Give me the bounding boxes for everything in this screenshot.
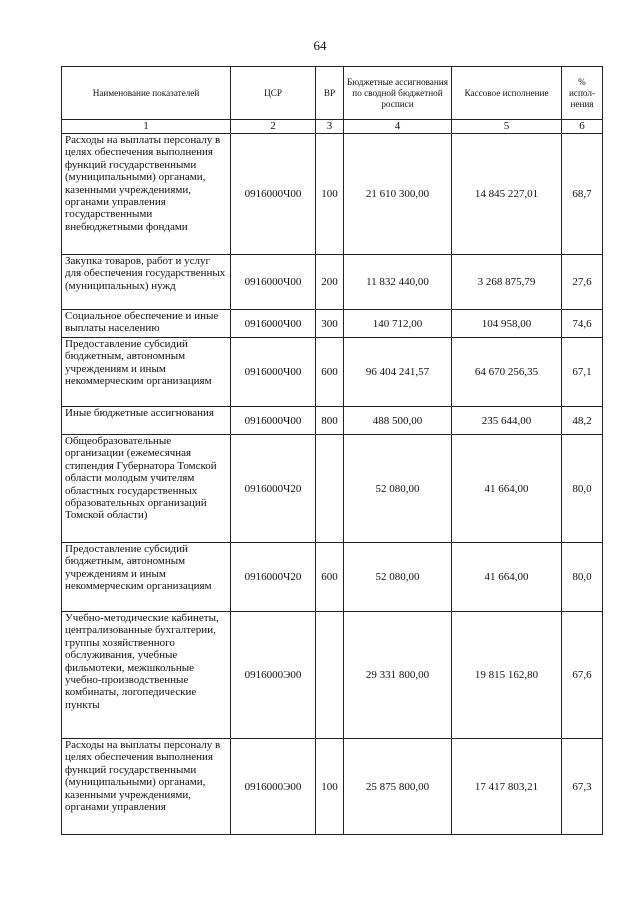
- row-csr: 0916000Ч00: [231, 310, 316, 338]
- row-name: Предоставление субсидий бюджетным, автономным учреждениям и иным некоммерческим организациям: [62, 338, 231, 407]
- row-csr: 0916000Ч20: [231, 435, 316, 543]
- row-vr: [316, 435, 344, 543]
- header-vr: ВР: [316, 67, 344, 120]
- row-percent: 68,7: [562, 134, 603, 255]
- row-budget: 96 404 241,57: [344, 338, 452, 407]
- header-budget: Бюджетные ассигнования по сводной бюджетной росписи: [344, 67, 452, 120]
- row-csr: 0916000Ч00: [231, 255, 316, 310]
- table-row: [62, 739, 603, 835]
- row-budget: 21 610 300,00: [344, 134, 452, 255]
- row-name: Расходы на выплаты персоналу в целях обеспечения выполнения функций государственными (муниципальными) органами, казенными учреждениями, органами управления: [62, 739, 231, 835]
- row-budget: 11 832 440,00: [344, 255, 452, 310]
- row-percent: 80,0: [562, 543, 603, 612]
- header-percent: % испол-нения: [562, 67, 603, 120]
- row-name: Расходы на выплаты персоналу в целях обеспечения выполнения функций государственными (муниципальными) органами, казенными учреждениями, органами управления государственными внебюджетными фондами: [62, 134, 231, 255]
- row-cash: 19 815 162,80: [452, 612, 562, 739]
- row-percent: 80,0: [562, 435, 603, 543]
- column-number-row: [62, 120, 603, 134]
- column-number: 2: [231, 120, 316, 134]
- table-row: [62, 612, 603, 739]
- row-name: Иные бюджетные ассигнования: [62, 407, 231, 435]
- row-cash: 41 664,00: [452, 435, 562, 543]
- row-csr: 0916000Ч00: [231, 338, 316, 407]
- row-budget: 29 331 800,00: [344, 612, 452, 739]
- row-name: Закупка товаров, работ и услуг для обеспечения государственных (муниципальных) нужд: [62, 255, 231, 310]
- header-row: [62, 67, 603, 120]
- row-csr: 0916000Ч00: [231, 134, 316, 255]
- row-name: Предоставление субсидий бюджетным, автономным учреждениям и иным некоммерческим организациям: [62, 543, 231, 612]
- row-cash: 41 664,00: [452, 543, 562, 612]
- row-percent: 67,3: [562, 739, 603, 835]
- table-row: [62, 310, 603, 338]
- row-cash: 17 417 803,21: [452, 739, 562, 835]
- table-row: [62, 255, 603, 310]
- row-vr: 300: [316, 310, 344, 338]
- table-row: [62, 338, 603, 407]
- budget-execution-table: [61, 66, 603, 835]
- row-budget: 52 080,00: [344, 543, 452, 612]
- row-percent: 27,6: [562, 255, 603, 310]
- row-cash: 14 845 227,01: [452, 134, 562, 255]
- row-cash: 64 670 256,35: [452, 338, 562, 407]
- row-name: Общеобразовательные организации (ежемесячная стипендия Губернатора Томской области молодым учителям областных государственных образовательных организаций Томской области): [62, 435, 231, 543]
- header-cash: Кассовое исполнение: [452, 67, 562, 120]
- page-number: 64: [313, 38, 327, 53]
- row-budget: 488 500,00: [344, 407, 452, 435]
- table-row: [62, 134, 603, 255]
- header-csr: ЦСР: [231, 67, 316, 120]
- row-cash: 104 958,00: [452, 310, 562, 338]
- column-number: 3: [316, 120, 344, 134]
- row-csr: 0916000Э00: [231, 739, 316, 835]
- table-row: [62, 407, 603, 435]
- row-budget: 140 712,00: [344, 310, 452, 338]
- row-vr: 200: [316, 255, 344, 310]
- row-cash: 3 268 875,79: [452, 255, 562, 310]
- row-cash: 235 644,00: [452, 407, 562, 435]
- header-name: Наименование показателей: [62, 67, 231, 120]
- row-csr: 0916000Ч20: [231, 543, 316, 612]
- row-budget: 52 080,00: [344, 435, 452, 543]
- row-csr: 0916000Э00: [231, 612, 316, 739]
- row-vr: 100: [316, 739, 344, 835]
- row-vr: 600: [316, 543, 344, 612]
- row-budget: 25 875 800,00: [344, 739, 452, 835]
- table-row: [62, 543, 603, 612]
- row-percent: 48,2: [562, 407, 603, 435]
- column-number: 5: [452, 120, 562, 134]
- row-percent: 67,6: [562, 612, 603, 739]
- table-row: [62, 435, 603, 543]
- row-percent: 74,6: [562, 310, 603, 338]
- row-csr: 0916000Ч00: [231, 407, 316, 435]
- column-number: 1: [62, 120, 231, 134]
- row-vr: 800: [316, 407, 344, 435]
- row-vr: [316, 612, 344, 739]
- row-name: Учебно-методические кабинеты, централизованные бухгалтерии, группы хозяйственного обслуживания, учебные фильмотеки, межшкольные учебно-производственные комбинаты, логопедические пункты: [62, 612, 231, 739]
- column-number: 4: [344, 120, 452, 134]
- row-percent: 67,1: [562, 338, 603, 407]
- row-vr: 100: [316, 134, 344, 255]
- column-number: 6: [562, 120, 603, 134]
- row-name: Социальное обеспечение и иные выплаты населению: [62, 310, 231, 338]
- row-vr: 600: [316, 338, 344, 407]
